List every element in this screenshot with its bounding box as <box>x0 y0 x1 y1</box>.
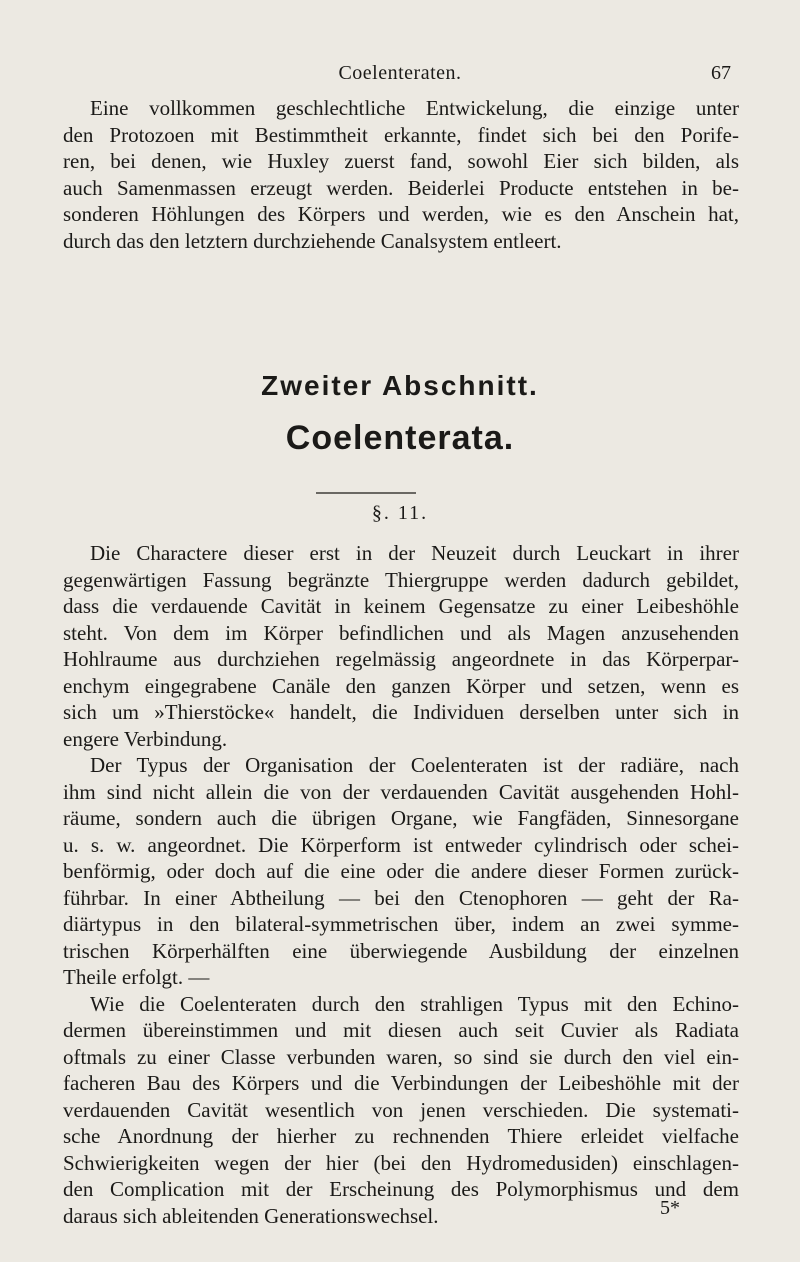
text-line: trischen Körperhälften eine überwiegende Ausbildung der einzelnen <box>63 938 739 963</box>
text-line: Theile erfolgt. — <box>63 965 210 989</box>
text-line: u. s. w. angeordnet. Die Körperform ist entweder cylindrisch oder schei- <box>63 832 739 857</box>
text-line: ihm sind nicht allein die von der verdauenden Cavität ausgehenden Hohl- <box>63 779 739 804</box>
text-line: räume, sondern auch die übrigen Organe, wie Fangfäden, Sinnesorgane <box>63 806 739 830</box>
text-line: dermen übereinstimmen und mit diesen auch seit Cuvier als Radiata <box>63 1018 739 1042</box>
text-line: diärtypus in den bilateral-symmetrischen über, indem an zwei symme- <box>63 912 739 936</box>
text-line: gegenwärtigen Fassung begränzte Thiergruppe werden dadurch gebildet, <box>63 567 739 592</box>
text-line: oftmals zu einer Classe verbunden waren, so sind sie durch den viel ein- <box>63 1044 739 1069</box>
text-line: den Protozoen mit Bestimmtheit erkannte, findet sich bei den Porife- <box>63 122 739 147</box>
text-line: Eine vollkommen geschlechtliche Entwickelung, die einzige unter <box>90 96 739 120</box>
divider-rule <box>316 492 416 494</box>
text-line: den Complication mit der Erscheinung des Polymorphismus und dem <box>63 1177 739 1201</box>
text-line: auch Samenmassen erzeugt werden. Beiderlei Producte entstehen in be- <box>63 175 739 200</box>
text-line: Hohlraume aus durchziehen regelmässig angeordnete in das Körperpar- <box>63 647 739 671</box>
text-line: sche Anordnung der hierher zu rechnenden Thiere erleidet vielfache <box>63 1124 739 1148</box>
section-title: Coelenterata. <box>285 419 515 457</box>
section-heading: Zweiter Abschnitt. <box>261 370 539 401</box>
text-line: ren, bei denen, wie Huxley zuerst fand, sowohl Eier sich bilden, als <box>63 149 739 173</box>
signature-mark: 5* <box>660 1197 680 1219</box>
intro-paragraph <box>63 95 739 254</box>
text-line: durch das den letztern durchziehende Canalsystem entleert. <box>63 228 562 253</box>
running-head-title: Coelenteraten. <box>338 62 462 84</box>
text-line: Wie die Coelenteraten durch den strahligen Typus mit den Echino- <box>90 991 739 1016</box>
text-line: Die Charactere dieser erst in der Neuzeit durch Leuckart in ihrer <box>90 541 739 565</box>
text-line: engere Verbindung. <box>63 726 228 751</box>
text-line: Der Typus der Organisation der Coelenteraten ist der radiäre, nach <box>90 753 739 777</box>
paragraph-number: §. 11. <box>371 502 429 524</box>
text-line: facheren Bau des Körpers und die Verbindungen der Leibeshöhle mit der <box>63 1071 739 1095</box>
page-number: 67 <box>711 62 731 84</box>
text-line: daraus sich ableitenden Generationswechsel. <box>63 1203 439 1228</box>
text-line: benförmig, oder doch auf die eine oder die andere dieser Formen zurück- <box>63 859 739 883</box>
paragraph-1 <box>63 540 739 1229</box>
text-line: führbar. In einer Abtheilung — bei den Ctenophoren — geht der Ra- <box>63 885 739 910</box>
text-line: steht. Von dem im Körper befindlichen und als Magen anzusehenden <box>63 620 739 645</box>
text-line: enchym eingegrabene Canäle den ganzen Körper und setzen, wenn es <box>63 673 739 698</box>
text-line: Schwierigkeiten wegen der hier (bei den Hydromedusiden) einschlagen- <box>63 1150 739 1175</box>
text-line: dass die verdauende Cavität in keinem Gegensatze zu einer Leibeshöhle <box>63 594 739 618</box>
text-line: verdauenden Cavität wesentlich von jenen verschieden. Die systemati- <box>63 1097 739 1122</box>
text-line: sich um »Thierstöcke« handelt, die Individuen derselben unter sich in <box>63 700 739 724</box>
running-head <box>0 62 800 88</box>
text-line: sonderen Höhlungen des Körpers und werden, wie es den Anschein hat, <box>63 202 739 226</box>
